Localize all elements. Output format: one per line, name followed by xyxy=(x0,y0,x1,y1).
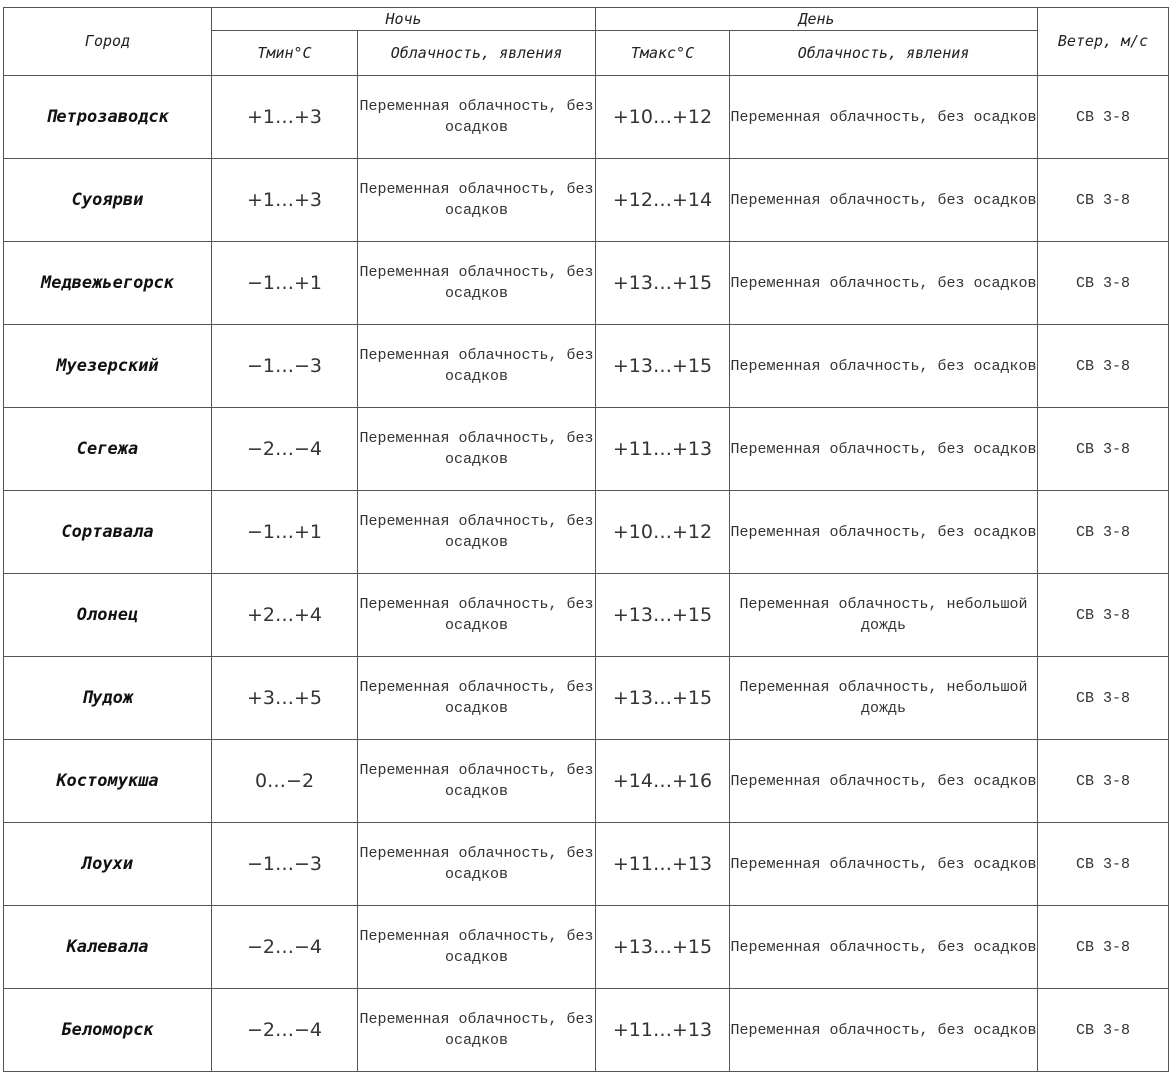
tmin-cell: −2…−4 xyxy=(212,989,358,1072)
city-cell: Муезерский xyxy=(4,325,212,408)
night-desc-cell: Переменная облачность, без осадков xyxy=(358,76,596,159)
city-cell: Сортавала xyxy=(4,491,212,574)
city-cell: Сегежа xyxy=(4,408,212,491)
city-cell: Костомукша xyxy=(4,740,212,823)
day-desc-cell: Переменная облачность, без осадков xyxy=(730,989,1038,1072)
tmin-cell: −1…+1 xyxy=(212,242,358,325)
night-desc-cell: Переменная облачность, без осадков xyxy=(358,740,596,823)
wind-cell: СВ 3-8 xyxy=(1038,989,1169,1072)
table-row xyxy=(4,491,1169,574)
city-cell: Суоярви xyxy=(4,159,212,242)
night-desc-cell: Переменная облачность, без осадков xyxy=(358,325,596,408)
tmax-cell: +13…+15 xyxy=(596,906,730,989)
tmin-cell: +1…+3 xyxy=(212,159,358,242)
day-desc-cell: Переменная облачность, без осадков xyxy=(730,159,1038,242)
day-desc-cell: Переменная облачность, без осадков xyxy=(730,491,1038,574)
tmax-cell: +10…+12 xyxy=(596,76,730,159)
table-row xyxy=(4,408,1169,491)
wind-cell: СВ 3-8 xyxy=(1038,325,1169,408)
day-desc-cell: Переменная облачность, без осадков xyxy=(730,906,1038,989)
tmax-cell: +11…+13 xyxy=(596,823,730,906)
tmax-cell: +10…+12 xyxy=(596,491,730,574)
col-header-tmax: Тмакс°С xyxy=(596,31,730,76)
tmin-cell: +1…+3 xyxy=(212,76,358,159)
city-cell: Пудож xyxy=(4,657,212,740)
forecast-table xyxy=(3,7,1169,1072)
tmax-cell: +11…+13 xyxy=(596,989,730,1072)
night-desc-cell: Переменная облачность, без осадков xyxy=(358,491,596,574)
city-cell: Беломорск xyxy=(4,989,212,1072)
col-header-wind: Ветер, м/с xyxy=(1038,8,1169,76)
tmax-cell: +13…+15 xyxy=(596,657,730,740)
tmin-cell: +3…+5 xyxy=(212,657,358,740)
day-desc-cell: Переменная облачность, небольшой дождь xyxy=(730,574,1038,657)
night-desc-cell: Переменная облачность, без осадков xyxy=(358,989,596,1072)
wind-cell: СВ 3-8 xyxy=(1038,823,1169,906)
header-row-groups xyxy=(4,8,1169,31)
night-desc-cell: Переменная облачность, без осадков xyxy=(358,408,596,491)
day-desc-cell: Переменная облачность, небольшой дождь xyxy=(730,657,1038,740)
wind-cell: СВ 3-8 xyxy=(1038,657,1169,740)
tmin-cell: 0…−2 xyxy=(212,740,358,823)
day-desc-cell: Переменная облачность, без осадков xyxy=(730,740,1038,823)
col-header-day-cloud: Облачность, явления xyxy=(730,31,1038,76)
col-header-city: Город xyxy=(4,8,212,76)
city-cell: Медвежьегорск xyxy=(4,242,212,325)
night-desc-cell: Переменная облачность, без осадков xyxy=(358,574,596,657)
city-cell: Калевала xyxy=(4,906,212,989)
table-row xyxy=(4,740,1169,823)
night-desc-cell: Переменная облачность, без осадков xyxy=(358,159,596,242)
wind-cell: СВ 3-8 xyxy=(1038,740,1169,823)
night-desc-cell: Переменная облачность, без осадков xyxy=(358,242,596,325)
tmin-cell: +2…+4 xyxy=(212,574,358,657)
table-row xyxy=(4,159,1169,242)
wind-cell: СВ 3-8 xyxy=(1038,242,1169,325)
wind-cell: СВ 3-8 xyxy=(1038,76,1169,159)
day-desc-cell: Переменная облачность, без осадков xyxy=(730,823,1038,906)
col-group-night: Ночь xyxy=(212,8,596,31)
tmax-cell: +11…+13 xyxy=(596,408,730,491)
city-cell: Петрозаводск xyxy=(4,76,212,159)
table-row xyxy=(4,574,1169,657)
wind-cell: СВ 3-8 xyxy=(1038,408,1169,491)
tmin-cell: −2…−4 xyxy=(212,408,358,491)
col-group-day: День xyxy=(596,8,1038,31)
tmax-cell: +13…+15 xyxy=(596,325,730,408)
tmin-cell: −1…−3 xyxy=(212,823,358,906)
table-row xyxy=(4,823,1169,906)
tmax-cell: +13…+15 xyxy=(596,242,730,325)
night-desc-cell: Переменная облачность, без осадков xyxy=(358,823,596,906)
tmax-cell: +13…+15 xyxy=(596,574,730,657)
city-cell: Лоухи xyxy=(4,823,212,906)
tmin-cell: −1…+1 xyxy=(212,491,358,574)
tmin-cell: −1…−3 xyxy=(212,325,358,408)
col-header-tmin: Тмин°С xyxy=(212,31,358,76)
tmax-cell: +14…+16 xyxy=(596,740,730,823)
wind-cell: СВ 3-8 xyxy=(1038,491,1169,574)
wind-cell: СВ 3-8 xyxy=(1038,159,1169,242)
wind-cell: СВ 3-8 xyxy=(1038,574,1169,657)
tmin-cell: −2…−4 xyxy=(212,906,358,989)
tmax-cell: +12…+14 xyxy=(596,159,730,242)
table-row xyxy=(4,989,1169,1072)
table-row xyxy=(4,325,1169,408)
wind-cell: СВ 3-8 xyxy=(1038,906,1169,989)
day-desc-cell: Переменная облачность, без осадков xyxy=(730,242,1038,325)
day-desc-cell: Переменная облачность, без осадков xyxy=(730,325,1038,408)
table-row xyxy=(4,76,1169,159)
night-desc-cell: Переменная облачность, без осадков xyxy=(358,906,596,989)
day-desc-cell: Переменная облачность, без осадков xyxy=(730,76,1038,159)
day-desc-cell: Переменная облачность, без осадков xyxy=(730,408,1038,491)
table-row xyxy=(4,657,1169,740)
night-desc-cell: Переменная облачность, без осадков xyxy=(358,657,596,740)
city-cell: Олонец xyxy=(4,574,212,657)
col-header-night-cloud: Облачность, явления xyxy=(358,31,596,76)
table-row xyxy=(4,906,1169,989)
table-row xyxy=(4,242,1169,325)
